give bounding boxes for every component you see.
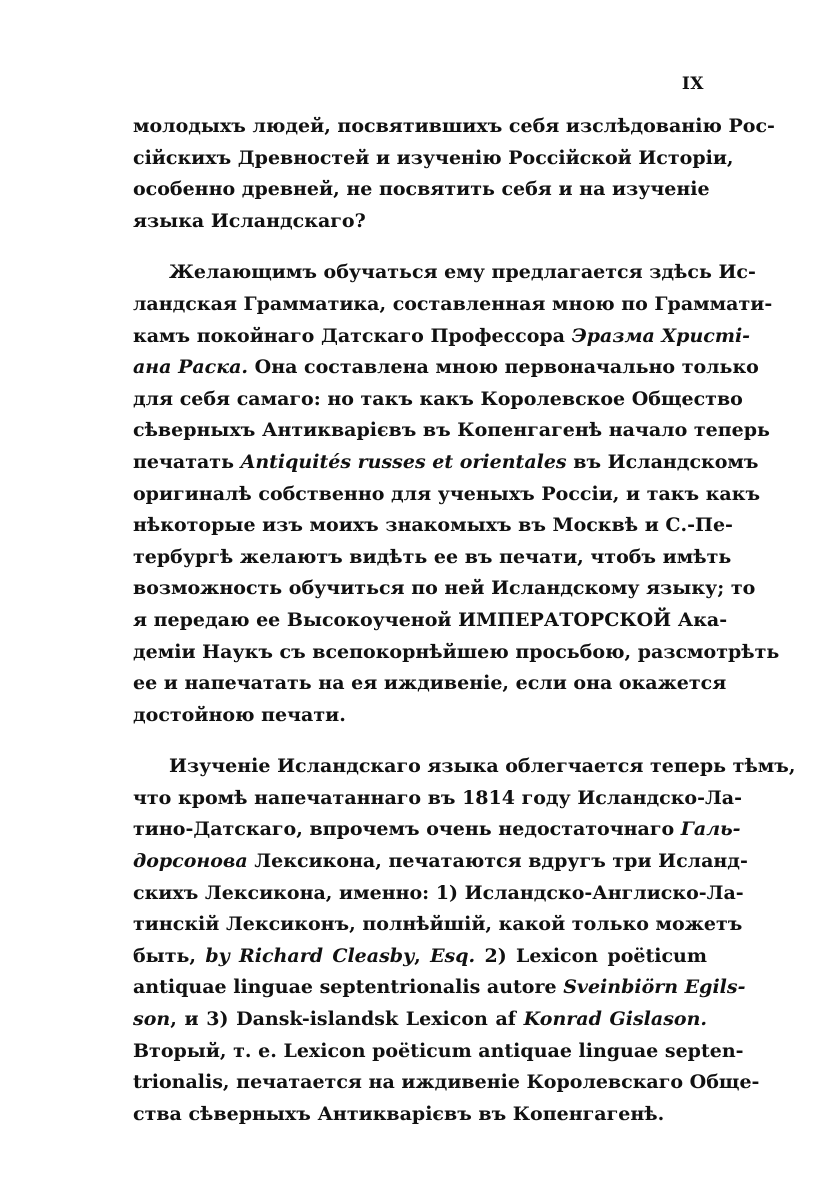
text-line bbox=[133, 206, 707, 238]
text-line bbox=[133, 637, 780, 669]
text-line bbox=[133, 668, 727, 700]
text-run: деміи Наукъ съ всепокорнѣйшею просьбою, разсмотрѣть bbox=[133, 640, 780, 663]
text-line bbox=[133, 878, 744, 910]
text-line bbox=[133, 415, 770, 447]
italic-text: дорсонова bbox=[133, 850, 248, 873]
text-line bbox=[133, 257, 756, 289]
text-line bbox=[133, 1099, 707, 1131]
text-run: быть, bbox=[133, 944, 206, 967]
text-run: ландская Грамматика, составленная мною по Граммати- bbox=[133, 292, 773, 315]
text-run: достойною печати. bbox=[133, 703, 346, 726]
text-run: камъ покойнаго Датскаго Профессора bbox=[133, 324, 572, 347]
text-line bbox=[133, 972, 746, 1004]
text-line bbox=[133, 510, 733, 542]
text-run: сійскихъ Древностей и изученію Россійской Исторіи, bbox=[133, 146, 734, 169]
text-line bbox=[133, 1004, 707, 1036]
text-line bbox=[133, 479, 761, 511]
text-run: Лексикона, печатаются вдругъ три Исланд- bbox=[247, 850, 748, 873]
text-line bbox=[133, 605, 728, 637]
text-run: ства сѣверныхъ Антикварієвъ въ Копенгагенѣ. bbox=[133, 1102, 665, 1125]
italic-text: Эразма Христі- bbox=[571, 324, 751, 347]
text-line bbox=[133, 111, 775, 143]
italic-text: Antiquités russes et orientales bbox=[240, 450, 567, 473]
text-run: языка Исландскаго? bbox=[133, 209, 366, 232]
text-line bbox=[133, 289, 773, 321]
text-line bbox=[133, 700, 707, 732]
body-text bbox=[133, 111, 796, 1130]
paragraph bbox=[133, 257, 780, 731]
text-line bbox=[133, 352, 759, 384]
text-run: , и 3) Dansk-islandsk Lexicon af bbox=[170, 1008, 524, 1031]
italic-text: Esq. bbox=[430, 944, 476, 967]
text-line bbox=[133, 573, 756, 605]
text-line bbox=[133, 783, 742, 815]
text-run: antiquae linguae septentrionalis autore bbox=[133, 976, 564, 999]
text-run: ее и напечатать на ея иждивеніе, если она окажется bbox=[133, 672, 727, 695]
italic-text: ана Раска. bbox=[133, 356, 249, 379]
text-run: печатать bbox=[133, 450, 241, 473]
text-run: молодыхъ людей, посвятившихъ себя изслѣдованію Рос- bbox=[133, 115, 775, 137]
text-line bbox=[133, 321, 751, 353]
text-run: , bbox=[414, 944, 431, 967]
text-run: для себя самаго: но такъ какъ Королевское Общество bbox=[133, 387, 743, 410]
text-run: тербургѣ желаютъ видѣть ее въ печати, чтобъ имѣть bbox=[133, 545, 732, 568]
text-line bbox=[133, 909, 743, 941]
text-run: возможность обучиться по ней Исландскому языку; то bbox=[133, 577, 756, 600]
text-line bbox=[133, 751, 796, 783]
italic-text: son bbox=[133, 1008, 171, 1031]
text-run: тино-Датскаго, впрочемъ очень недостаточнаго bbox=[133, 818, 681, 841]
text-line bbox=[133, 814, 741, 846]
text-line bbox=[133, 447, 759, 479]
text-line bbox=[133, 384, 743, 416]
text-run: сѣверныхъ Антикварієвъ въ Копенгагенѣ начало теперь bbox=[133, 419, 770, 442]
text-run: въ Исландскомъ bbox=[566, 450, 759, 473]
text-run: нѣкоторые изъ моихъ знакомыхъ въ Москвѣ и С.-Пе- bbox=[133, 514, 733, 537]
text-run: Она составлена мною первоначально только bbox=[248, 356, 759, 379]
italic-text: Sveinbiörn Egils- bbox=[563, 976, 746, 999]
text-run: особенно древней, не посвятить себя и на изученіе bbox=[133, 178, 710, 201]
text-line bbox=[133, 143, 734, 175]
text-line bbox=[133, 542, 732, 574]
italic-text: Konrad Gislason. bbox=[523, 1008, 708, 1031]
text-run: тинскій Лексиконъ, полнѣйшій, какой только можетъ bbox=[133, 913, 743, 936]
text-line bbox=[133, 1036, 744, 1068]
text-line bbox=[133, 174, 710, 206]
text-run: я передаю ее Высокоученой ИМПЕРАТОРСКОЙ Ака- bbox=[133, 608, 728, 631]
text-run: trionalis, печатается на иждивеніе Королевскаго Обще- bbox=[133, 1071, 760, 1094]
italic-text: by Richard Cleasby bbox=[205, 944, 415, 967]
text-run: Вторый, т. е. Lexicon poëticum antiquae linguae septen- bbox=[133, 1039, 744, 1062]
text-run: оригиналѣ собственно для ученыхъ Россіи, и такъ какъ bbox=[133, 482, 761, 505]
italic-text: Галь- bbox=[680, 818, 741, 841]
paragraph bbox=[133, 751, 796, 1130]
paragraph bbox=[133, 111, 775, 237]
text-run: Изученіе Исландскаго языка облегчается теперь тѣмъ, bbox=[169, 755, 796, 778]
text-run: 2) Lexicon poëticum bbox=[475, 944, 707, 967]
text-run: скихъ Лексикона, именно: 1) Исландско-Англиско-Ла- bbox=[133, 881, 744, 904]
text-run: Желающимъ обучаться ему предлагается здѣсь Ис- bbox=[169, 261, 756, 284]
text-line bbox=[133, 941, 707, 973]
text-line bbox=[133, 1067, 760, 1099]
page-number: IX bbox=[681, 74, 704, 94]
text-run: что кромѣ напечатаннаго въ 1814 году Исландско-Ла- bbox=[133, 786, 742, 809]
text-line bbox=[133, 846, 748, 878]
